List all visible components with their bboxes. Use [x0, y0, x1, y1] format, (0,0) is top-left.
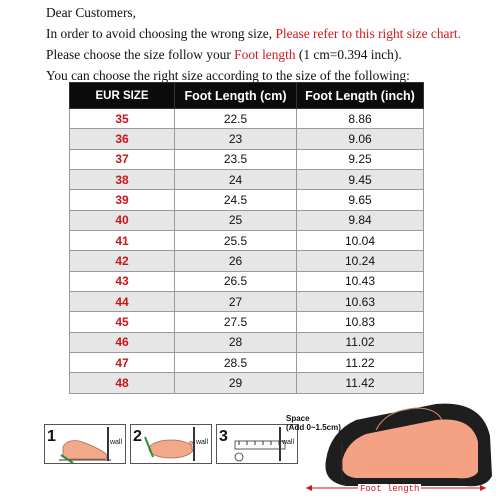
- cell-eur-size: 44: [70, 292, 175, 312]
- wall-bar: [193, 427, 195, 461]
- cell-foot-length-cm: 23.5: [175, 149, 297, 169]
- space-title: Space: [286, 414, 310, 423]
- cell-foot-length-inch: 9.45: [297, 170, 424, 190]
- cell-foot-length-cm: 24.5: [175, 190, 297, 210]
- table-header-row: [70, 83, 424, 109]
- cell-eur-size: 45: [70, 312, 175, 332]
- cell-foot-length-cm: 27.5: [175, 312, 297, 332]
- space-add: (Add 0~1.5cm): [286, 423, 341, 432]
- space-label: [286, 414, 341, 432]
- table-row: [70, 129, 424, 149]
- cell-eur-size: 47: [70, 353, 175, 373]
- cell-foot-length-cm: 28: [175, 332, 297, 352]
- cell-foot-length-cm: 29: [175, 373, 297, 394]
- cell-foot-length-cm: 25.5: [175, 231, 297, 251]
- cell-foot-length-inch: 9.06: [297, 129, 424, 149]
- cell-foot-length-cm: 26.5: [175, 271, 297, 291]
- cell-eur-size: 43: [70, 271, 175, 291]
- table-row: [70, 251, 424, 271]
- intro-line-3-highlight: Foot length: [234, 47, 296, 62]
- table-row: [70, 271, 424, 291]
- cell-eur-size: 42: [70, 251, 175, 271]
- cell-foot-length-inch: 9.65: [297, 190, 424, 210]
- wall-label: wall: [281, 439, 294, 446]
- shoe-fit-illustration: [286, 390, 496, 498]
- cell-eur-size: 36: [70, 129, 175, 149]
- table-row: [70, 149, 424, 169]
- size-chart-table: [69, 82, 424, 394]
- step-2-number: 2: [133, 428, 142, 445]
- step-1: [44, 424, 126, 464]
- table-row: [70, 109, 424, 129]
- cell-foot-length-inch: 10.83: [297, 312, 424, 332]
- intro-line-3: [46, 44, 496, 65]
- cell-foot-length-cm: 22.5: [175, 109, 297, 129]
- table-row: [70, 190, 424, 210]
- step-2: [130, 424, 212, 464]
- cell-foot-length-inch: 10.04: [297, 231, 424, 251]
- cell-eur-size: 37: [70, 149, 175, 169]
- cell-eur-size: 46: [70, 332, 175, 352]
- cell-eur-size: 35: [70, 109, 175, 129]
- cell-foot-length-inch: 9.84: [297, 210, 424, 230]
- cell-foot-length-inch: 11.42: [297, 373, 424, 394]
- cell-foot-length-cm: 26: [175, 251, 297, 271]
- table-row: [70, 353, 424, 373]
- table-row: [70, 170, 424, 190]
- cell-foot-length-cm: 28.5: [175, 353, 297, 373]
- intro-line-3-conversion: (1 cm=0.394 inch).: [295, 47, 402, 62]
- cell-eur-size: 41: [70, 231, 175, 251]
- intro-line-2: [46, 23, 496, 44]
- cell-eur-size: 48: [70, 373, 175, 394]
- cell-foot-length-cm: 23: [175, 129, 297, 149]
- intro-line-2-highlight: Please refer to this right size chart.: [275, 26, 461, 41]
- step-3-number: 3: [219, 428, 228, 445]
- table-row: [70, 231, 424, 251]
- header-foot-length-inch: Foot Length (inch): [297, 83, 424, 109]
- wall-label: wall: [195, 439, 208, 446]
- table-row: [70, 210, 424, 230]
- step-1-number: 1: [47, 428, 56, 445]
- header-foot-length-cm: Foot Length (cm): [175, 83, 297, 109]
- greeting: Dear Customers,: [46, 5, 136, 20]
- wall-label: wall: [109, 439, 122, 446]
- cell-eur-size: 40: [70, 210, 175, 230]
- intro-line-4: You can choose the right size according to the size of the following:: [46, 68, 410, 83]
- cell-eur-size: 39: [70, 190, 175, 210]
- cell-eur-size: 38: [70, 170, 175, 190]
- table-body: [70, 109, 424, 394]
- cell-foot-length-inch: 10.63: [297, 292, 424, 312]
- intro-line-3-text: Please choose the size follow your: [46, 47, 235, 62]
- cell-foot-length-inch: 10.24: [297, 251, 424, 271]
- wall-bar: [279, 427, 281, 461]
- cell-foot-length-cm: 24: [175, 170, 297, 190]
- cell-foot-length-cm: 25: [175, 210, 297, 230]
- foot-length-label: Foot length: [360, 484, 420, 494]
- shoe-cross-section-icon: [286, 390, 496, 498]
- table-row: [70, 332, 424, 352]
- table-row: [70, 312, 424, 332]
- table-row: [70, 292, 424, 312]
- wall-bar: [107, 427, 109, 461]
- cell-foot-length-inch: 8.86: [297, 109, 424, 129]
- cell-foot-length-inch: 11.22: [297, 353, 424, 373]
- cell-foot-length-cm: 27: [175, 292, 297, 312]
- cell-foot-length-inch: 11.02: [297, 332, 424, 352]
- intro-line-2-text: In order to avoid choosing the wrong size,: [46, 26, 276, 41]
- intro-text: [46, 2, 496, 86]
- cell-foot-length-inch: 10.43: [297, 271, 424, 291]
- header-eur-size: EUR SIZE: [70, 83, 175, 109]
- cell-foot-length-inch: 9.25: [297, 149, 424, 169]
